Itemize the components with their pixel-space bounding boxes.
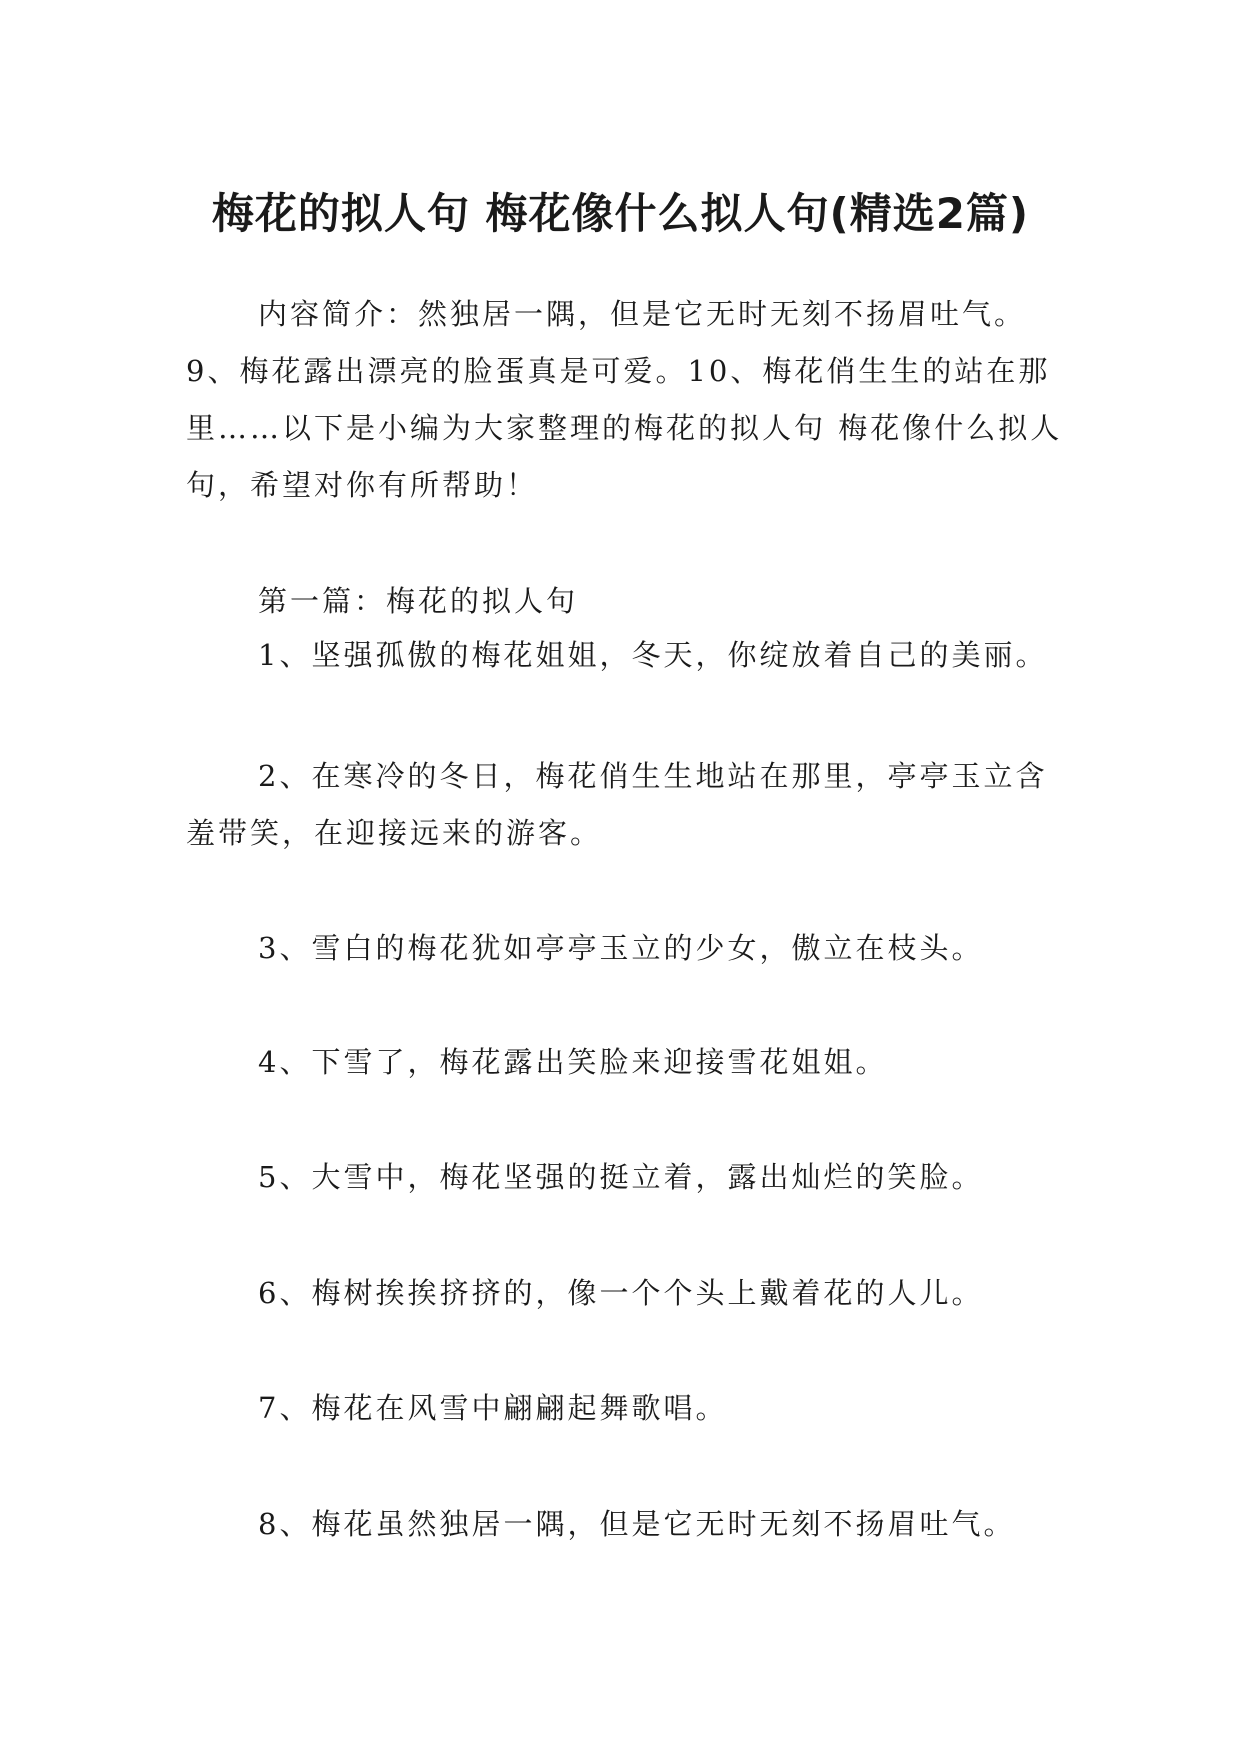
document-title: 梅花的拟人句 梅花像什么拟人句(精选2篇)	[211, 189, 1030, 239]
list-item: 5、大雪中，梅花坚强的挺立着，露出灿烂的笑脸。	[258, 1160, 984, 1194]
intro-paragraph: 内容简介：然独居一隅，但是它无时无刻不扬眉吐气。9、梅花露出漂亮的脸蛋真是可爱。10、梅花俏生生的站在那里……以下是小编为大家整理的梅花的拟人句 梅花像什么拟人句，希望对你有所帮助！	[186, 297, 1063, 502]
list-item: 3、雪白的梅花犹如亭亭玉立的少女，傲立在枝头。	[258, 931, 984, 965]
list-item: 7、梅花在风雪中翩翩起舞歌唱。	[258, 1391, 728, 1425]
list-item: 2、在寒冷的冬日，梅花俏生生地站在那里，亭亭玉立含羞带笑，在迎接远来的游客。	[186, 759, 1048, 850]
list-item: 8、梅花虽然独居一隅，但是它无时无刻不扬眉吐气。	[258, 1507, 1016, 1541]
list-item: 6、梅树挨挨挤挤的，像一个个头上戴着花的人儿。	[258, 1276, 984, 1310]
section-heading: 第一篇：梅花的拟人句	[258, 584, 579, 618]
list-item: 4、下雪了，梅花露出笑脸来迎接雪花姐姐。	[258, 1045, 888, 1079]
list-item: 1、坚强孤傲的梅花姐姐，冬天，你绽放着自己的美丽。	[258, 638, 1048, 672]
